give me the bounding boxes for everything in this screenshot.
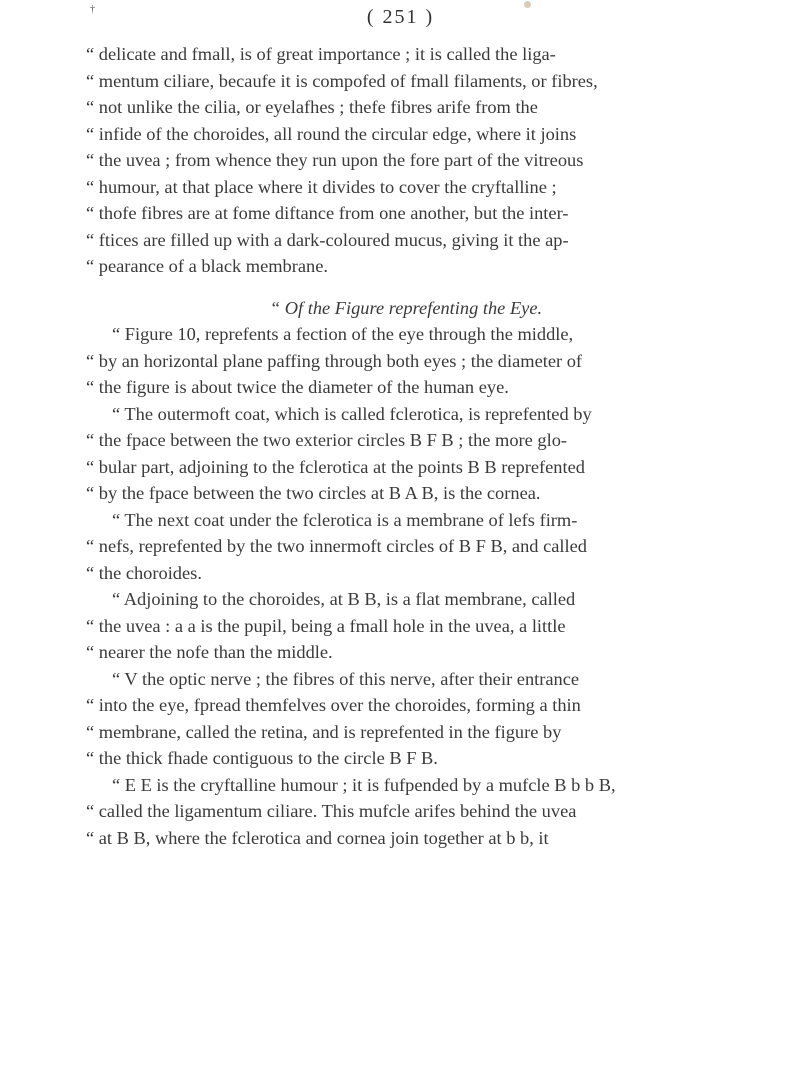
section [86, 586, 786, 613]
paragraph [86, 41, 786, 280]
text-line: “ the choroides. [86, 562, 202, 583]
text-line: “ pearance of a black membrane. [86, 256, 328, 276]
section [86, 321, 786, 348]
text-line: “ The next coat under the fclerotica is a membrane of lefs firm- [112, 509, 578, 530]
text-line: “ Adjoining to the choroides, at B B, is a flat membrane, called [112, 589, 576, 609]
text-line: “ nefs, reprefented by the two innermoft circles of B F B, and called [86, 536, 587, 556]
text-line: “ E E is the cryftalline humour ; it is fufpended by a mufcle B b b B, [112, 774, 616, 795]
section [86, 427, 786, 507]
page-text [86, 41, 786, 851]
text-line: “ nearer the nofe than the middle. [86, 642, 333, 662]
text-line: “ the uvea ; from whence they run upon the fore part of the vitreous [86, 150, 584, 170]
text-line: “ at B B, where the fclerotica and cornea join together at b b, it [86, 827, 549, 848]
section [86, 692, 786, 772]
text-line: “ the uvea : a a is the pupil, being a fmall hole in the uvea, a little [86, 615, 566, 636]
text-line: “ not unlike the cilia, or eyelafhes ; thefe fibres arife from the [86, 97, 538, 117]
text-line: “ membrane, called the retina, and is reprefented in the figure by [86, 721, 562, 742]
text-line: “ by the fpace between the two circles at B A B, is the cornea. [86, 483, 541, 503]
text-line: “ by an horizontal plane paffing through both eyes ; the diameter of [86, 350, 583, 371]
text-line: “ called the ligamentum ciliare. This mufcle arifes behind the uvea [86, 801, 577, 821]
text-line: “ The outermoft coat, which is called fclerotica, is reprefented by [112, 403, 592, 424]
section [86, 613, 786, 666]
text-line: “ humour, at that place where it divides to cover the cryftalline ; [86, 176, 557, 197]
section-heading: “ Of the Figure reprefenting the Eye. [269, 297, 543, 318]
page-number: ( 251 ) [366, 6, 435, 28]
section [86, 798, 786, 851]
text-line: “ mentum ciliare, becaufe it is compofed of fmall filaments, or fibres, [86, 70, 598, 91]
section [86, 666, 786, 693]
text-line: “ bular part, adjoining to the fclerotica at the points B B reprefented [86, 456, 585, 477]
text-line: “ V the optic nerve ; the fibres of this nerve, after their entrance [112, 668, 580, 689]
text-line: “ the fpace between the two exterior circles B F B ; the more glo- [86, 430, 568, 450]
section [86, 348, 786, 401]
section [86, 401, 786, 428]
section [86, 533, 786, 586]
text-line: “ into the eye, fpread themfelves over the choroides, forming a thin [86, 695, 581, 715]
spacer [86, 280, 786, 295]
text-line: “ ftices are filled up with a dark-coloured mucus, giving it the ap- [86, 229, 569, 250]
text-line: “ the thick fhade contiguous to the circle B F B. [86, 748, 438, 768]
text-line: “ infide of the choroides, all round the circular edge, where it joins [86, 123, 577, 144]
text-line: “ thofe fibres are at fome diftance from one another, but the inter- [86, 203, 569, 223]
margin-mark: † [90, 4, 95, 15]
section [86, 507, 786, 534]
text-line: “ delicate and fmall, is of great importance ; it is called the liga- [86, 44, 556, 64]
text-line: “ the figure is about twice the diameter of the human eye. [86, 377, 509, 397]
text-line: “ Figure 10, reprefents a fection of the eye through the middle, [112, 324, 574, 344]
section [86, 772, 786, 799]
